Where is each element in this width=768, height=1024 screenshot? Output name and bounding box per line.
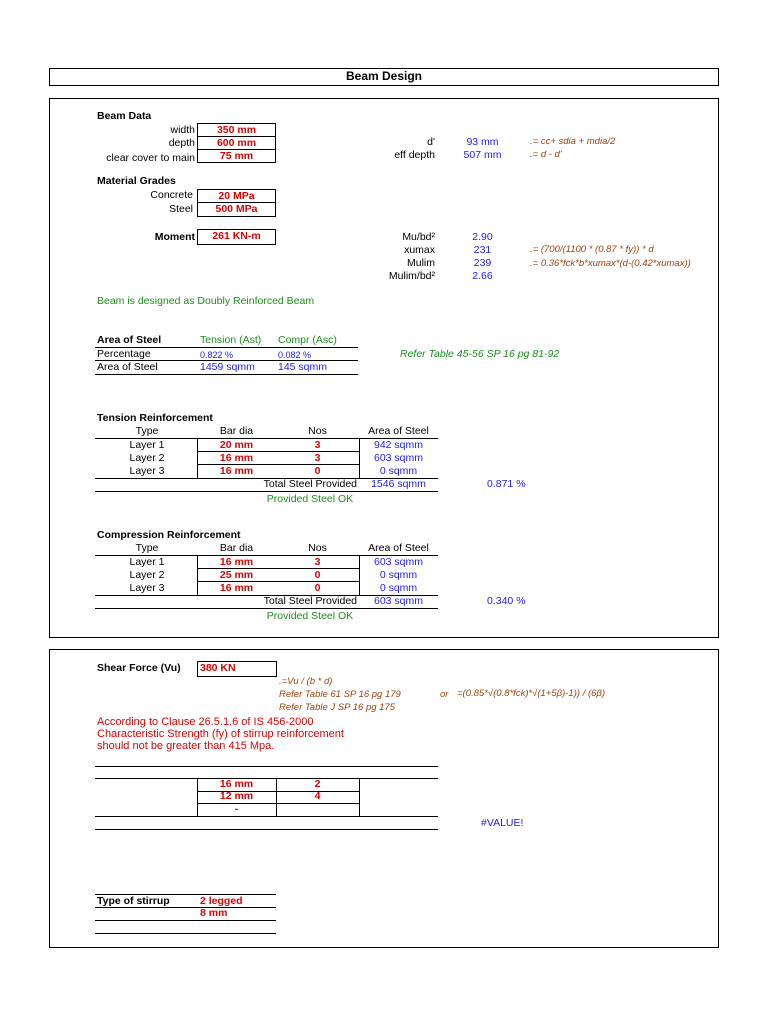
compression-hdr-type: Type [135, 542, 159, 554]
shear-line-1 [95, 766, 438, 767]
dprime-formula: .= cc+ sdia + mdia/2 [530, 136, 616, 147]
shear-bar1-dia[interactable]: 16 mm [219, 778, 254, 790]
shear-bar3-dia[interactable]: - [234, 803, 239, 815]
tension-row1-type: Layer 1 [129, 439, 165, 451]
shear-input[interactable]: 380 KN [200, 662, 236, 674]
tension-hdr-dia: Bar dia [219, 425, 254, 437]
tension-row1-dia[interactable]: 20 mm [219, 439, 254, 451]
compression-hdr-dia: Bar dia [219, 542, 254, 554]
aos-area-c: 145 sqmm [278, 361, 328, 373]
clause-line-3: should not be greater than 415 Mpa. [97, 740, 275, 752]
shear-bar2-nos[interactable]: 4 [314, 790, 321, 802]
shear-vline-3 [359, 778, 360, 816]
compression-row1-area: 603 sqmm [373, 556, 424, 568]
cover-input[interactable]: 75 mm [197, 149, 276, 163]
tension-hdr-area: Area of Steel [368, 425, 429, 437]
mubd2-value: 2.90 [472, 231, 493, 243]
xumax-formula: .= (700/(1100 * (0.87 * fy)) * d [530, 244, 654, 255]
tension-hdr-nos: Nos [308, 425, 327, 437]
shear-formula-or: or [440, 689, 449, 700]
aos-pct-t: 0.822 % [200, 350, 234, 360]
stirrup-line-4 [95, 933, 276, 934]
effdepth-label: eff depth [394, 149, 435, 161]
tension-row3-dia[interactable]: 16 mm [219, 465, 254, 477]
aos-heading: Area of Steel [97, 334, 162, 346]
page-title: Beam Design [345, 69, 423, 83]
error-value: #VALUE! [481, 817, 524, 829]
shear-formula-3: Refer Table J SP 16 pg 175 [279, 702, 396, 713]
width-input[interactable]: 350 mm [197, 123, 276, 137]
compression-row2-dia[interactable]: 25 mm [219, 569, 254, 581]
stirrup-type[interactable]: 2 legged [200, 895, 243, 907]
steel-label: Steel [169, 203, 193, 215]
tension-row2-area: 603 sqmm [373, 452, 424, 464]
compression-row2-type: Layer 2 [129, 569, 165, 581]
aos-reference: Refer Table 45-56 SP 16 pg 81-92 [400, 348, 560, 360]
tension-row3-area: 0 sqmm [379, 465, 418, 477]
shear-line-4 [95, 829, 438, 830]
compression-status: Provided Steel OK [266, 610, 354, 622]
tension-heading: Tension Reinforcement [97, 412, 213, 424]
compression-hdr-nos: Nos [308, 542, 327, 554]
compression-total: 603 sqmm [373, 595, 424, 607]
tension-row2-nos[interactable]: 3 [314, 452, 321, 464]
tension-row1-nos[interactable]: 3 [314, 439, 321, 451]
compression-heading: Compression Reinforcement [97, 529, 241, 541]
mubd2-label: Mu/bd² [402, 231, 435, 243]
mulimbd2-label: Mulim/bd² [388, 270, 435, 282]
compression-hdr-area: Area of Steel [368, 542, 429, 554]
depth-input[interactable]: 600 mm [197, 136, 276, 150]
tension-hdr-type: Type [135, 425, 159, 437]
clause-line-1: According to Clause 26.5.1.6 of IS 456-2000 [97, 716, 314, 728]
shear-bar2-dia[interactable]: 12 mm [219, 790, 254, 802]
xumax-value: 231 [473, 244, 492, 256]
concrete-input[interactable]: 20 MPa [197, 189, 276, 203]
compression-row2-area: 0 sqmm [379, 569, 418, 581]
xumax-label: xumax [404, 244, 435, 256]
aos-line-3 [95, 374, 358, 375]
compression-row1-dia[interactable]: 16 mm [219, 556, 254, 568]
stirrup-label: Type of stirrup [97, 895, 170, 907]
shear-formula-2: Refer Table 61 SP 16 pg 179 [279, 689, 401, 700]
cover-label: clear cover to main [106, 152, 195, 164]
tension-row3-type: Layer 3 [129, 465, 165, 477]
shear-line-3 [95, 816, 438, 817]
width-label: width [170, 124, 195, 136]
tension-row2-dia[interactable]: 16 mm [219, 452, 254, 464]
depth-label: depth [168, 137, 195, 149]
compression-row1-type: Layer 1 [129, 556, 165, 568]
tension-total: 1546 sqmm [371, 478, 426, 490]
mulim-value: 239 [473, 257, 492, 269]
tension-line-total [95, 491, 438, 492]
effdepth-value: 507 mm [463, 149, 502, 161]
tension-status: Provided Steel OK [266, 493, 354, 505]
concrete-label: Concrete [150, 189, 193, 201]
compression-total-label: Total Steel Provided [263, 595, 357, 607]
beam-data-heading: Beam Data [97, 110, 152, 122]
compression-row1-nos[interactable]: 3 [314, 556, 321, 568]
aos-pct-c: 0.082 % [278, 350, 312, 360]
aos-pct-label: Percentage [97, 348, 151, 360]
compression-row3-type: Layer 3 [129, 582, 165, 594]
moment-label: Moment [154, 231, 195, 243]
dprime-value: 93 mm [466, 136, 499, 148]
tension-row1-area: 942 sqmm [373, 439, 424, 451]
shear-bar1-nos[interactable]: 2 [314, 778, 321, 790]
shear-formula-1: .=Vu / (b * d) [279, 676, 333, 687]
aos-compr-hdr: Compr (Asc) [278, 334, 337, 346]
tension-total-label: Total Steel Provided [263, 478, 357, 490]
stirrup-line-1 [95, 894, 276, 895]
compression-pct: 0.340 % [487, 595, 526, 607]
compression-row3-nos[interactable]: 0 [314, 582, 321, 594]
compression-row2-nos[interactable]: 0 [314, 569, 321, 581]
tension-pct: 0.871 % [487, 478, 526, 490]
tension-row2-type: Layer 2 [129, 452, 165, 464]
design-note: Beam is designed as Doubly Reinforced Beam [97, 295, 315, 307]
stirrup-dia[interactable]: 8 mm [200, 907, 228, 919]
stirrup-line-2 [95, 907, 276, 908]
mulim-label: Mulim [407, 257, 435, 269]
shear-formula-beta: =(0.85*√(0.8*fck)*√(1+5β)-1)) / (6β) [457, 688, 605, 699]
dprime-label: d' [427, 136, 435, 148]
steel-input[interactable]: 500 MPa [197, 202, 276, 217]
aos-tension-hdr: Tension (Ast) [200, 334, 262, 346]
aos-area-t: 1459 sqmm [200, 361, 255, 373]
compression-row3-area: 0 sqmm [379, 582, 418, 594]
shear-label: Shear Force (Vu) [97, 662, 181, 674]
moment-input[interactable]: 261 KN-m [197, 229, 276, 245]
compression-line-total [95, 608, 438, 609]
clause-line-2: Characteristic Strength (fy) of stirrup reinforcement [97, 728, 344, 740]
stirrup-line-3 [95, 920, 276, 921]
effdepth-formula: .= d - d' [530, 149, 562, 160]
compression-row3-dia[interactable]: 16 mm [219, 582, 254, 594]
aos-area-label: Area of Steel [97, 361, 158, 373]
mulimbd2-value: 2.66 [472, 270, 493, 282]
tension-row3-nos[interactable]: 0 [314, 465, 321, 477]
material-heading: Material Grades [97, 175, 176, 187]
mulim-formula: .= 0.36*fck*b*xumax*(d-(0.42*xumax)) [530, 258, 691, 269]
